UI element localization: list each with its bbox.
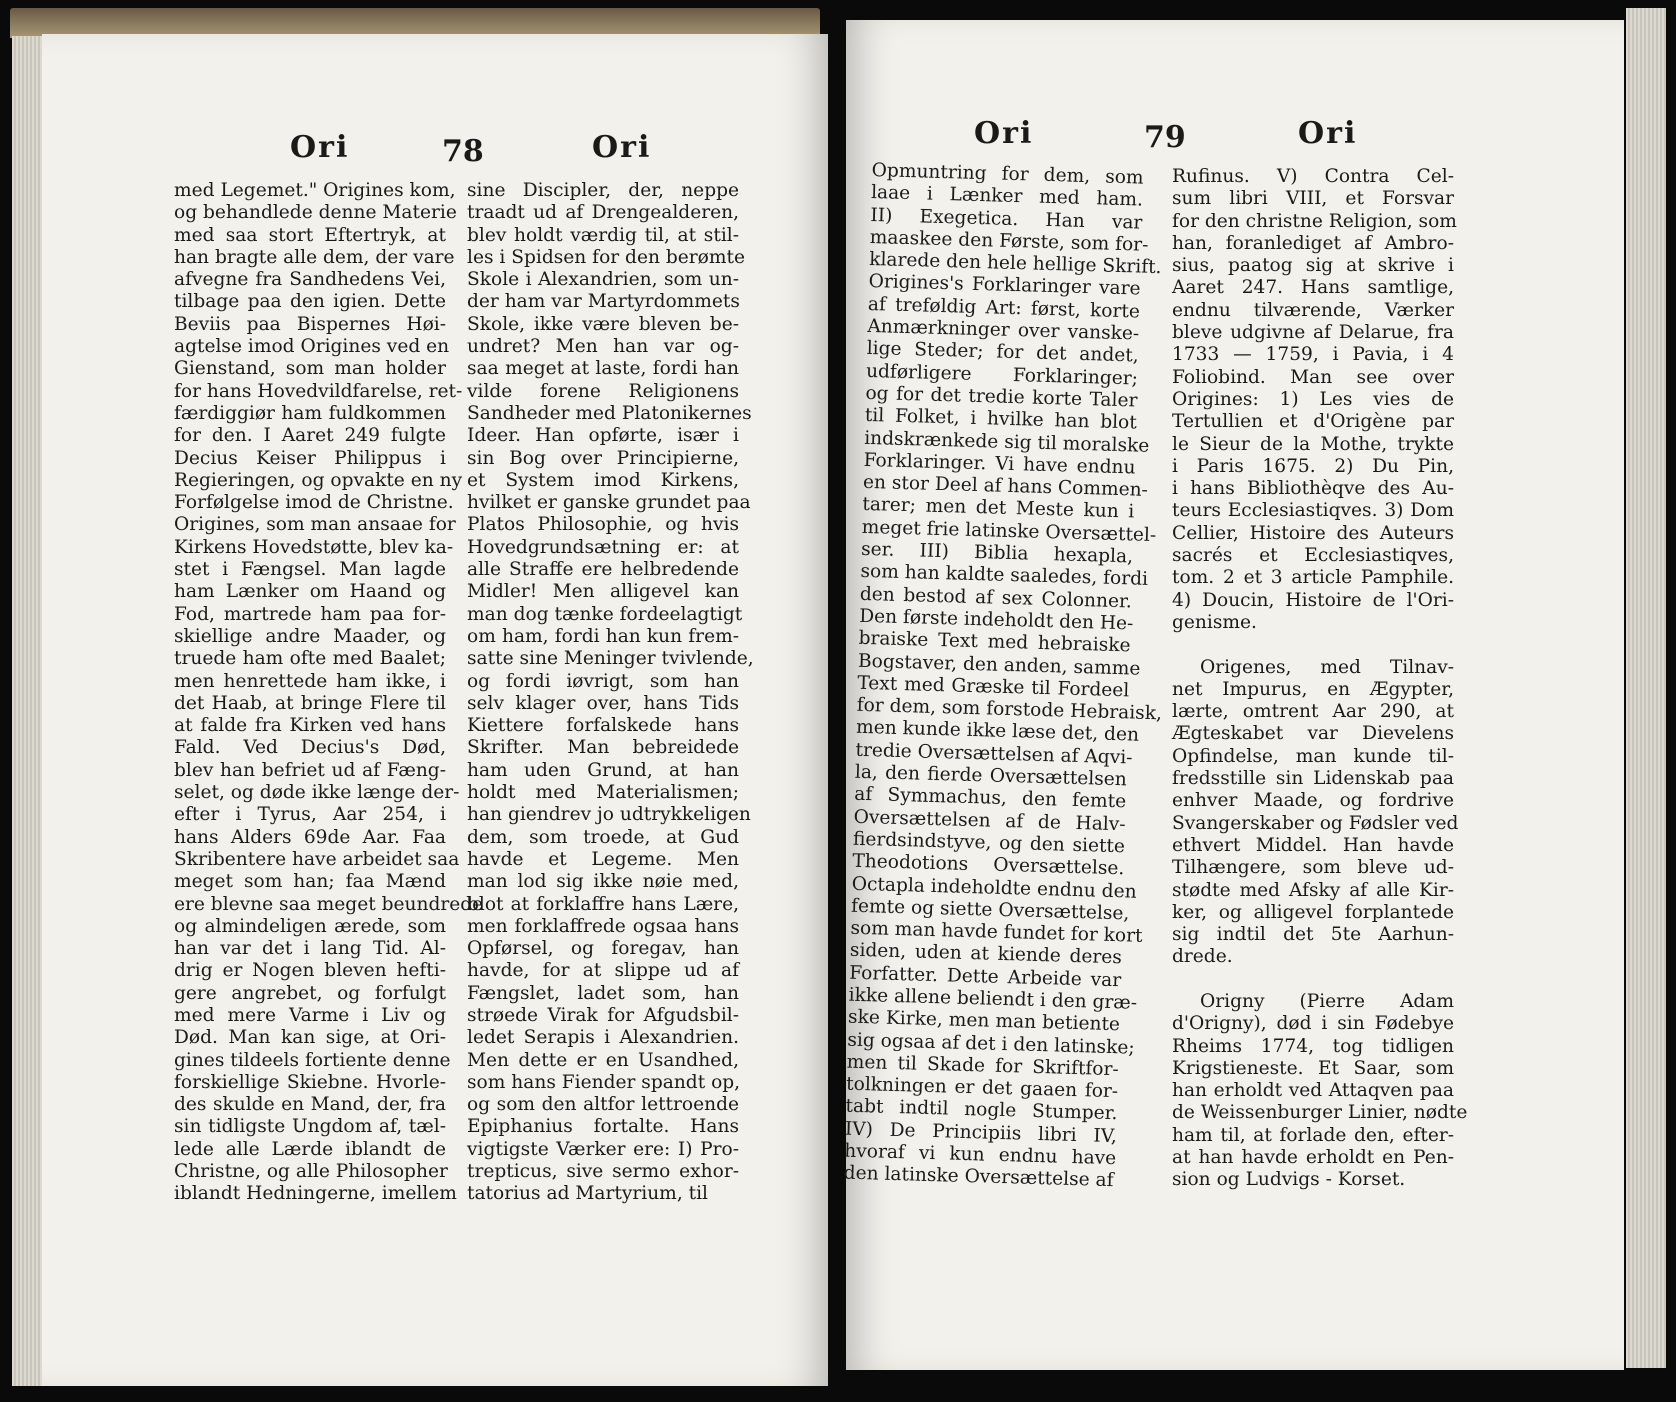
text-line: tilbage paa den igien. Dette [174,291,446,313]
text-line: femte og siette Oversættelse, [850,895,1130,925]
text-line: genisme. [1172,611,1257,633]
text-line: den bestod af sex Colonner. [859,583,1133,613]
text-line: Tertullien et d'Origène par [1172,411,1454,433]
text-line: men henrettede ham ikke, i [174,670,446,692]
text-line: han erholdt ved Attaqven paa [1172,1080,1454,1102]
text-line: Fod, martrede ham paa for- [174,603,446,625]
text-line: endnu tilværende, Værker [1172,299,1454,321]
right-page-spread [843,0,1668,1402]
text-line: Regieringen, og opvakte en ny [174,469,463,491]
right-page-number: 79 [1144,120,1186,155]
page-edge-stack [12,36,46,1386]
text-line: tom. 2 et 3 article Pamphile. [1172,567,1454,589]
text-line: Cellier, Histoire des Auteurs [1172,522,1454,544]
text-line: havde, for at slippe ud af [467,960,739,982]
text-line: den latinske Oversættelse af [843,1162,1114,1192]
text-line: Skole, ikke være bleven be- [467,313,739,335]
text-line: strøede Virak for Afgudsbil- [467,1004,739,1026]
text-line: d'Origny), død i sin Fødebye [1172,1013,1454,1035]
text-line: af Symmachus, den femte [853,784,1127,813]
text-line: drig er Nogen bleven hefti- [174,960,446,982]
text-line: sig ogsaa af det i den latinske; [847,1029,1135,1059]
text-line: han giendrev jo udtrykkeligen [467,804,751,826]
left-page [42,34,828,1386]
text-line: Platos Philosophie, og hvis [467,514,739,536]
text-line: sig indtil det 5te Aarhun- [1172,924,1454,946]
text-line: Krigstieneste. Et Saar, som [1172,1057,1454,1079]
text-line: II) Exegetica. Han var [870,204,1143,234]
text-line: Gienstand, som man holder [174,358,446,380]
text-line: han bragte alle dem, der vare [174,246,455,268]
text-line: tolkningen er det gaaen for- [845,1073,1119,1103]
text-line: Ægteskabet var Dievelens [1172,723,1454,745]
text-line: blev holdt værdig til, at stil- [467,224,739,246]
text-line: Skole i Alexandrien, som un- [467,269,739,291]
text-line: det Haab, at bringe Flere til [174,692,446,714]
text-line: Text med Græske til Fordeel [857,672,1130,702]
text-line: Opfindelse, man kunde til- [1172,745,1454,767]
text-line: og for det tredie korte Taler [865,382,1138,412]
text-line: Opførsel, og foregav, han [467,938,739,960]
text-line: med saa stort Eftertryk, at [174,224,446,246]
text-line: om ham, fordi han kun frem- [467,625,739,647]
text-line: maaskee den Første, som for- [869,226,1149,256]
text-line: sum libri VIII, et Forsvar [1172,188,1454,210]
text-line: drede. [1172,946,1233,968]
text-line: ske Kirke, men man betiente [847,1006,1121,1036]
text-line: braiske Text med hebraiske [858,628,1131,657]
text-line: tabt indtil nogle Stumper. [845,1096,1118,1125]
text-line: sin Bog over Principierne, [467,447,739,469]
text-line: le Sieur de la Mothe, trykte [1172,433,1454,455]
text-line: Svangerskaber og Fødsler ved [1172,812,1459,834]
text-line: laae i Lænker med ham. [870,182,1144,211]
text-line: undret? Men han var og- [467,336,739,358]
text-line: selet, og døde ikke længe der- [174,782,460,804]
text-line: og som den altfor lettroende [467,1094,739,1116]
text-line: de Weissenburger Linier, nødte [1172,1102,1468,1124]
text-line: med Legemet." Origines kom, [174,180,456,201]
right-page-column-2 [1172,166,1468,1192]
text-line: Forfatter. Dette Arbeide var [849,962,1122,991]
right-headword-left: Ori [974,116,1034,151]
text-line: sius, paatog sig at skrive i [1172,255,1454,277]
text-line: hvilket er ganske grundet paa [467,492,751,514]
text-line: Rufinus. V) Contra Cel- [1172,166,1454,187]
text-line: truede ham ofte med Baalet; [174,648,446,670]
text-line: Beviis paa Bispernes Høi- [174,313,446,335]
text-line: trepticus, sive sermo exhor- [467,1161,739,1183]
text-line: sacrés et Ecclesiastiqves, [1172,545,1454,567]
text-line: ikke allene beliendt i den græ- [848,984,1138,1014]
text-line: med mere Varme i Liv og [174,1004,446,1026]
text-line: som man havde fundet for kort [850,917,1143,947]
text-line: agtelse imod Origines ved en [174,336,450,358]
text-line: Oversættelsen af de Halv- [853,806,1126,835]
text-line: meget som han; faa Mænd [174,871,446,893]
text-line: stet i Fængsel. Man lagde [174,559,446,581]
right-headword-right: Ori [1298,116,1358,151]
text-line: fredsstille sin Lidenskab paa [1172,768,1454,790]
text-line: stødte med Afsky af alle Kir- [1172,879,1454,901]
text-line: havde et Legeme. Men [467,848,739,870]
left-page-number: 78 [442,134,484,169]
text-line: men kunde ikke læse det, den [855,717,1140,747]
text-line: for dem, som forstode Hebraisk, [856,694,1163,725]
text-line: og fordi iøvrigt, som han [467,670,739,692]
text-line [1172,634,1454,656]
text-line: Decius Keiser Philippus i [174,447,446,469]
text-line: Skrifter. Man bebreidede [467,737,739,759]
text-line: et System imod Kirkens, [467,469,739,491]
text-line: afvegne fra Sandhedens Vei, [174,269,446,291]
text-line: hans Alders 69de Aar. Faa [174,826,446,848]
text-line: lede alle Lærde iblandt de [174,1138,446,1160]
text-line: ledet Serapis i Alexandrien. [467,1027,739,1049]
text-line: men til Skade for Skriftfor- [846,1051,1119,1081]
text-line: Origines, som man ansaae for [174,514,456,536]
text-line: klarede den hele hellige Skrift. [868,249,1162,279]
text-line: Origines: 1) Les vies de [1172,388,1454,410]
text-line: traadt ud af Drengealderen, [467,202,739,224]
text-line: 4) Doucin, Histoire de l'Ori- [1172,589,1454,611]
text-line: Midler! Men alligevel kan [467,581,739,603]
text-line: enhver Maade, og fordrive [1172,790,1454,812]
text-line: udførligere Forklaringer; [865,360,1139,390]
text-line: Anmærkninger over vanske- [867,316,1140,345]
text-line: net Impurus, en Ægypter, [1172,678,1454,700]
text-line: Foliobind. Man see over [1172,366,1454,388]
text-line: en stor Deel af hans Commen- [862,472,1149,501]
text-line: Forklaringer. Vi have endnu [863,449,1136,479]
text-line: Origines's Forklaringer vare [868,271,1141,301]
text-line: Kirkens Hovedstøtte, blev ka- [174,536,454,558]
text-line: sin tidligste Ungdom af, tæl- [174,1116,446,1138]
text-line: teurs Ecclesiastiqves. 3) Dom [1172,500,1454,522]
text-line: for den. I Aaret 249 fulgte [174,425,446,447]
text-line: efter i Tyrus, Aar 254, i [174,804,446,826]
left-page-spread [8,0,828,1402]
text-line: Christne, og alle Philosopher [174,1161,448,1183]
right-page [843,20,1624,1370]
text-line: Origny (Pierre Adam [1200,990,1454,1012]
text-line: tredie Oversættelsen af Aqvi- [855,739,1133,769]
text-line: 1733 — 1759, i Pavia, i 4 [1172,344,1454,366]
text-line: meget frie latinske Oversættel- [861,516,1157,546]
text-line: men forklaffrede ogsaa hans [467,915,739,937]
text-line: hvoraf vi kun endnu have [844,1140,1117,1170]
right-page-column-1 [843,160,1163,1193]
text-line: vigtigste Værker ere: I) Pro- [467,1138,739,1160]
text-line: saa meget at laste, fordi han [467,358,739,380]
text-line: Forfølgelse imod de Christne. [174,492,454,514]
text-line: bleve udgivne af Delarue, fra [1172,322,1454,344]
text-line: for hans Hovedvildfarelse, ret- [174,380,463,402]
text-line: der ham var Martyrdommets [467,291,740,313]
text-line: Ideer. Han opførte, især i [467,425,739,447]
text-line: ker, og alligevel forplantede [1172,901,1454,923]
text-line: lærte, omtrent Aar 290, at [1172,701,1454,723]
text-line: la, den fierde Oversættelsen [854,761,1128,791]
text-line: selv klager over, hans Tids [467,692,739,714]
text-line: alle Straffe ere helbredende [467,559,739,581]
text-line: Fald. Ved Decius's Død, [174,737,446,759]
text-line: som han kaldte saaledes, fordi [860,561,1149,591]
text-line: i Paris 1675. 2) Du Pin, [1172,455,1454,477]
text-line: indskrænkede sig til moralske [863,427,1150,457]
left-headword-left: Ori [290,130,350,165]
text-line: han, foranlediget af Ambro- [1172,232,1454,254]
text-line: dem, som troede, at Gud [467,826,739,848]
text-line: ser. III) Biblia hexapla, [860,538,1134,568]
text-line: ham uden Grund, at han [467,759,739,781]
text-line: af treføldig Art: først, korte [867,293,1141,323]
text-line: des skulde en Mand, der, fra [174,1094,446,1116]
text-line: han var det i lang Tid. Al- [174,938,446,960]
text-line: som hans Fiender spandt op, [467,1071,741,1093]
text-line: og behandlede denne Materie [174,202,457,224]
text-line: vilde forene Religionens [467,380,739,402]
text-line: Aaret 247. Hans samtlige, [1172,277,1454,299]
text-line: skiellige andre Maader, og [174,625,446,647]
text-line: Død. Man kan sige, at Ori- [174,1027,446,1049]
text-line: holdt med Materialismen; [467,782,739,804]
text-line: til Folket, i hvilke han blot [864,405,1138,434]
text-line: Men dette er en Usandhed, [467,1049,739,1071]
text-line: Fængslet, ladet som, han [467,982,739,1004]
text-line: blev han befriet ud af Fæng- [174,759,446,781]
text-line: forskiellige Skiebne. Hvorle- [174,1071,446,1093]
text-line: ham til, at forlade den, efter- [1172,1124,1454,1146]
text-line: siden, uden at kiende deres [849,940,1123,969]
text-line: Kiettere forfalskede hans [467,715,739,737]
text-line: Rheims 1774, tog tidligen [1172,1035,1454,1057]
left-page-column-2 [467,180,754,1206]
text-line: og almindeligen ærede, som [174,915,446,937]
text-line: man lod sig ikke nøie med, [467,871,739,893]
text-line: færdiggiør ham fuldkommen [174,402,446,424]
text-line: Tilhængere, som bleve ud- [1172,857,1454,879]
text-line: blot at forklaffre hans Lære, [467,893,739,915]
text-line: tatorius ad Martyrium, til [467,1183,709,1205]
text-line: Opmuntring for dem, som [871,160,1144,189]
text-line: at han havde erholdt en Pen- [1172,1147,1454,1169]
text-line: fierdsindstyve, og den siette [852,828,1126,858]
text-line: satte sine Meninger tvivlende, [467,648,754,670]
text-line: Epiphanius fortalte. Hans [467,1116,739,1138]
text-line: Den første indeholdt den He- [858,605,1134,635]
text-line: sine Discipler, der, neppe [467,180,739,201]
text-line: man dog tænke fordeelagtigt [467,603,743,625]
text-line: Origenes, med Tilnav- [1200,656,1454,678]
text-line: Sandheder med Platonikernes [467,402,752,424]
text-line: ethvert Middel. Han havde [1172,834,1454,856]
text-line: i hans Bibliothèqve des Au- [1172,478,1454,500]
text-line: sion og Ludvigs - Korset. [1172,1169,1406,1191]
text-line: tarer; men det Meste kun i [862,494,1135,523]
text-line: gere angrebet, og forfulgt [174,982,446,1004]
text-line: at falde fra Kirken ved hans [174,715,446,737]
text-line: Skribentere have arbeidet saa [174,848,460,870]
text-line: lige Steder; for det andet, [866,338,1139,367]
text-line: les i Spidsen for den berømte [467,246,745,268]
left-page-column-1 [174,180,484,1206]
text-line [1172,969,1454,991]
page-edge-stack-right [1626,8,1666,1368]
text-line: for den christne Religion, som [1172,210,1457,232]
text-line: IV) De Principiis libri IV, [844,1118,1118,1147]
text-line: Theodotions Oversættelse. [852,850,1125,880]
text-line: Bogstaver, den anden, samme [857,650,1141,680]
text-line: Hovedgrundsætning er: at [467,536,739,558]
text-line: ere blevne saa meget beundrede [174,893,484,915]
text-line: gines tildeels fortiente denne [174,1049,451,1071]
text-line: ham Lænker om Haand og [174,581,446,603]
text-line: Octapla indeholdte endnu den [851,873,1137,903]
left-headword-right: Ori [592,130,652,165]
text-line: iblandt Hedningerne, imellem [174,1183,457,1205]
